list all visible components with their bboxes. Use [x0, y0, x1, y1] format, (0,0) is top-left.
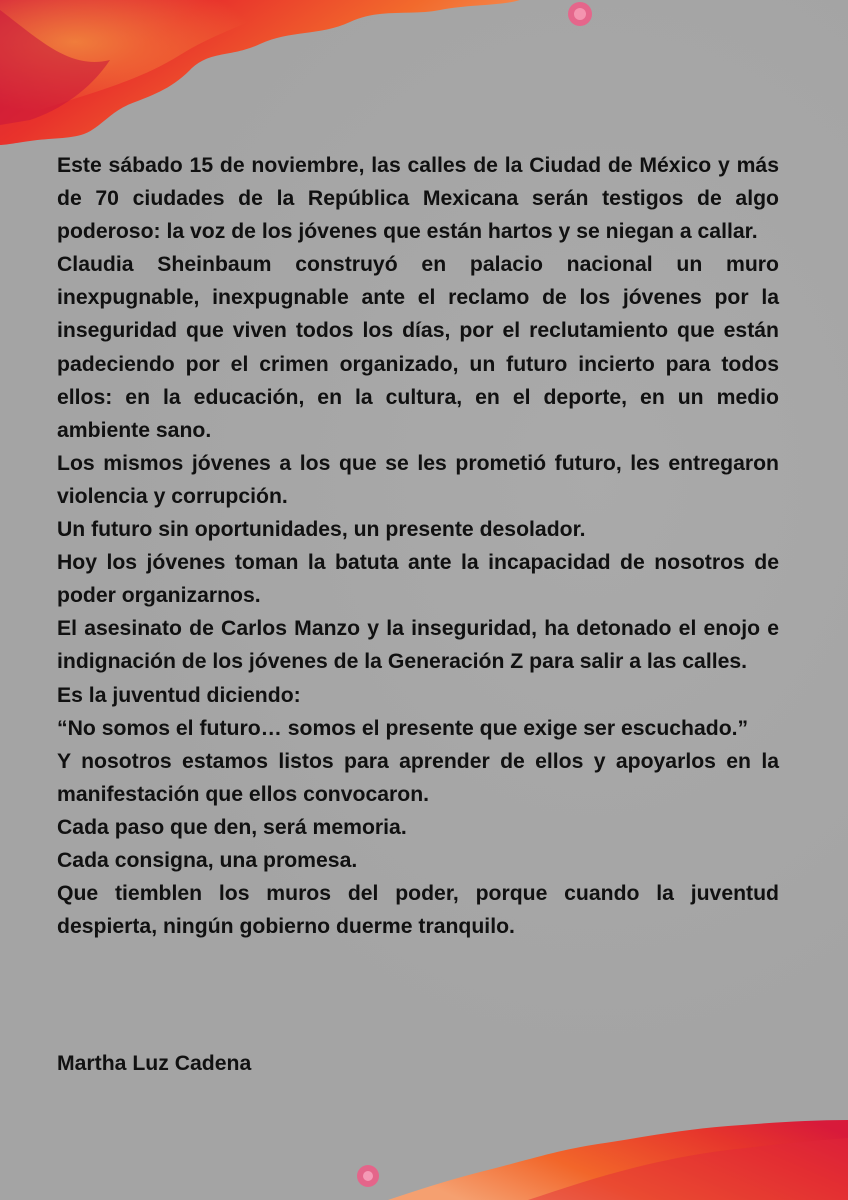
watercolor-dot-top — [562, 0, 598, 34]
paragraph-slogan: Cada consigna, una promesa. — [57, 848, 358, 872]
paragraph-future: Un futuro sin oportunidades, un presente desolador. — [57, 518, 586, 542]
author-signature: Martha Luz Cadena — [57, 1052, 252, 1075]
paragraph-quote: “No somos el futuro… somos el presente que exige ser escuchado.” — [57, 716, 749, 740]
watercolor-dot-bottom — [348, 1150, 388, 1200]
paragraph-closing: Que tiemblen los muros del poder, porque cuando la juventud despierta, ningún gobierno duerme tranquilo. — [57, 882, 779, 939]
paragraph-youth-saying: Es la juventud diciendo: — [57, 683, 301, 707]
watercolor-splash-top — [0, 0, 520, 145]
paragraph-memory: Cada paso que den, será memoria. — [57, 815, 407, 839]
watercolor-splash-bottom — [328, 1120, 848, 1200]
paragraph-support: Y nosotros estamos listos para aprender de ellos y apoyarlos en la manifestación que ellos convocaron. — [57, 749, 779, 806]
paragraph-wall: Claudia Sheinbaum construyó en palacio nacional un muro inexpugnable, inexpugnable ante el reclamo de los jóvenes por la inseguridad que viven todos los días, por el reclutamiento que están padeciendo por el crimen organizado, un futuro incierto para todos ellos: en la educación, en la cultura, en el deporte, en un medio ambiente sano. — [57, 253, 779, 442]
paragraph-intro: Este sábado 15 de noviembre, las calles de la Ciudad de México y más de 70 ciudades de la República Mexicana serán testigos de algo poderoso: la voz de los jóvenes que están hartos y se niegan a callar. — [57, 154, 779, 244]
paragraph-baton: Hoy los jóvenes toman la batuta ante la incapacidad de nosotros de poder organizarnos. — [57, 551, 779, 608]
paragraph-murder: El asesinato de Carlos Manzo y la inseguridad, ha detonado el enojo e indignación de los jóvenes de la Generación Z para salir a las calles. — [57, 617, 779, 674]
letter-body — [57, 149, 779, 943]
paragraph-promise: Los mismos jóvenes a los que se les prometió futuro, les entregaron violencia y corrupción. — [57, 451, 779, 508]
